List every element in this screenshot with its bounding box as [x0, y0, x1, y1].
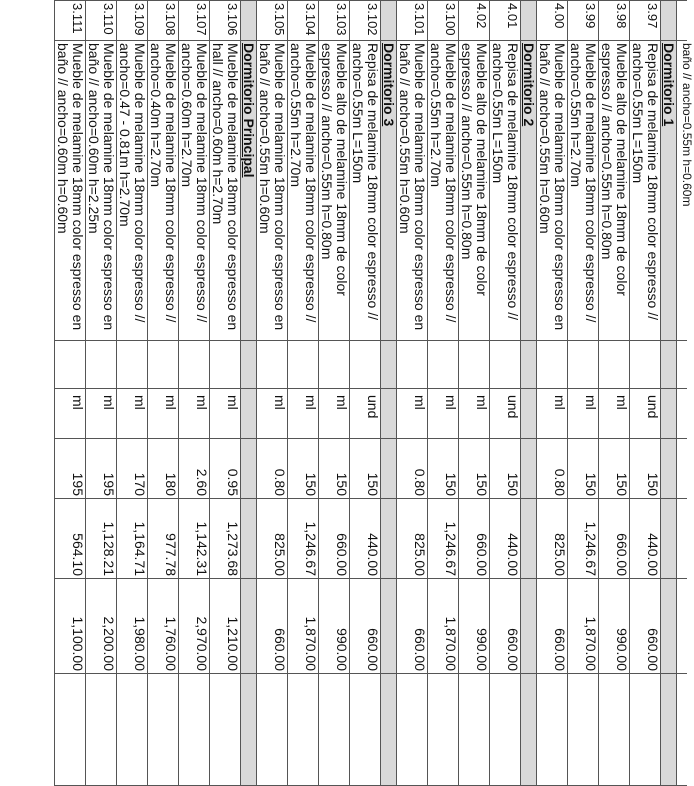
- item-number: 3.105: [257, 1, 288, 41]
- description-line-2: espresso // ancho=0.55m h=0.80m: [319, 43, 335, 260]
- item-description: [148, 41, 179, 341]
- quantity-cell: 150: [459, 439, 490, 499]
- total-cell: 660.00: [257, 579, 288, 674]
- quantity-cell: 150: [319, 439, 350, 499]
- empty-cell: [397, 341, 428, 389]
- total-cell: 1,870.00: [288, 579, 319, 674]
- description-line-1: Repisa de melamine 18mm color espresso //: [365, 43, 381, 321]
- description-line-2: ancho=0.60m h=2.70m: [179, 43, 195, 187]
- item-number: 3.109: [117, 1, 148, 41]
- description-line-1: Repisa de melamine 18mm color espresso //: [645, 43, 661, 321]
- description-line-2: ancho=0.55m L=150m: [490, 43, 506, 184]
- item-description: [537, 41, 568, 341]
- unit-price-cell: 660.00: [459, 499, 490, 579]
- unit-price-cell: 977.78: [148, 499, 179, 579]
- table-row: [428, 1, 459, 786]
- total-cell: 1,210.00: [210, 579, 241, 674]
- description-line-2: ancho=0.55m L=150m: [350, 43, 366, 184]
- description-line-1: Mueble de melamine 18mm color espresso en: [70, 43, 86, 331]
- empty-cell: [428, 341, 459, 389]
- item-description: [428, 41, 459, 341]
- description-line-2: baño // ancho=0.55m h=0.60m: [397, 43, 413, 234]
- quantity-cell: 150: [490, 439, 521, 499]
- table-row: [599, 1, 630, 786]
- item-description: [288, 41, 319, 341]
- description-line-1: Mueble de melamine 18mm color espresso //: [163, 43, 179, 323]
- total-cell: 660.00: [397, 579, 428, 674]
- quantity-cell: 0.80: [537, 439, 568, 499]
- table-row: [537, 1, 568, 786]
- description-line-1: Mueble alto de melamine 18mm de color: [334, 43, 350, 296]
- empty-cell: [55, 341, 86, 389]
- total-cell: 990.00: [599, 579, 630, 674]
- table-row: [319, 1, 350, 786]
- unit-cell: und: [490, 389, 521, 439]
- empty-cell: [568, 674, 599, 786]
- unit-cell: ml: [148, 389, 179, 439]
- unit-price-cell: 1,273.68: [210, 499, 241, 579]
- empty-cell: [319, 674, 350, 786]
- item-number: 3.103: [319, 1, 350, 41]
- description-line-2: baño // ancho=0.60m h=0.60m: [55, 43, 71, 234]
- description-line-1: Mueble de melamine 18mm color espresso en: [552, 43, 568, 331]
- empty-cell: [210, 341, 241, 389]
- item-description: [86, 41, 117, 341]
- empty-cell: [257, 341, 288, 389]
- quantity-cell: 150: [630, 439, 661, 499]
- item-number: 4.02: [459, 1, 490, 41]
- description-line-1: Mueble alto de melamine 18mm de color: [614, 43, 630, 296]
- empty-cell: [599, 341, 630, 389]
- item-number: 3.98: [599, 1, 630, 41]
- description-line-2: ancho=0.55m h=2.70m: [428, 43, 444, 187]
- unit-price-cell: 660.00: [599, 499, 630, 579]
- quantity-cell: 195: [55, 439, 86, 499]
- table-row: [210, 1, 241, 786]
- unit-price-cell: 660.00: [319, 499, 350, 579]
- empty-cell: [288, 674, 319, 786]
- description-line-1: Mueble de melamine 18mm color espresso //: [194, 43, 210, 323]
- unit-price-cell: 440.00: [630, 499, 661, 579]
- quantity-cell: 0.95: [210, 439, 241, 499]
- empty-cell: [537, 674, 568, 786]
- item-description: [490, 41, 521, 341]
- unit-cell: ml: [86, 389, 117, 439]
- quantity-cell: 150: [350, 439, 381, 499]
- description-line-2: baño // ancho=0.60m h=2.25m: [86, 43, 102, 234]
- table-row: [630, 1, 661, 786]
- description-line-1: Mueble alto de melamine 18mm de color: [474, 43, 490, 296]
- item-number: 3.100: [428, 1, 459, 41]
- total-cell: 660.00: [490, 579, 521, 674]
- empty-cell: [350, 674, 381, 786]
- description-line-1: Mueble de melamine 18mm color espresso en: [225, 43, 241, 331]
- description-line-1: Mueble de melamine 18mm color espresso en: [101, 43, 117, 331]
- partial-row: [677, 1, 688, 786]
- total-cell: 1,980.00: [117, 579, 148, 674]
- section-title: Dormitorio 2: [521, 41, 537, 341]
- table-row: [179, 1, 210, 786]
- section-header-row: [381, 1, 397, 786]
- empty-cell: [490, 674, 521, 786]
- item-description: [210, 41, 241, 341]
- unit-price-cell: 1,246.67: [568, 499, 599, 579]
- unit-cell: und: [630, 389, 661, 439]
- total-cell: 1,870.00: [428, 579, 459, 674]
- unit-cell: ml: [397, 389, 428, 439]
- budget-table: [54, 0, 694, 786]
- unit-price-cell: 1,128.21: [86, 499, 117, 579]
- description-line-2: ancho=0.55m h=2.70m: [568, 43, 584, 187]
- quantity-cell: 170: [117, 439, 148, 499]
- empty-cell: [630, 341, 661, 389]
- quantity-cell: 0.80: [257, 439, 288, 499]
- table-row: [397, 1, 428, 786]
- item-description: [568, 41, 599, 341]
- section-title: Dormitorio Principal: [241, 41, 257, 341]
- table-row: [86, 1, 117, 786]
- total-cell: 2,200.00: [86, 579, 117, 674]
- item-description: [599, 41, 630, 341]
- empty-cell: [148, 674, 179, 786]
- table-row: [350, 1, 381, 786]
- total-cell: 2,970.00: [179, 579, 210, 674]
- table-row: [117, 1, 148, 786]
- unit-cell: ml: [568, 389, 599, 439]
- quantity-cell: 150: [428, 439, 459, 499]
- section-header-row: [521, 1, 537, 786]
- unit-price-cell: 1,246.67: [428, 499, 459, 579]
- description-line-2: espresso // ancho=0.55m h=0.80m: [599, 43, 615, 260]
- section-header-row: [661, 1, 677, 786]
- description-line-1: Mueble de melamine 18mm color espresso en: [412, 43, 428, 331]
- quantity-cell: 150: [599, 439, 630, 499]
- description-line-2: hall // ancho=0.60m h=2.70m: [210, 43, 226, 225]
- quantity-cell: 0.80: [397, 439, 428, 499]
- section-title: Dormitorio 3: [381, 41, 397, 341]
- empty-cell: [288, 341, 319, 389]
- quantity-cell: 150: [568, 439, 599, 499]
- empty-cell: [117, 674, 148, 786]
- item-description: [179, 41, 210, 341]
- item-number: 4.00: [537, 1, 568, 41]
- item-description: [257, 41, 288, 341]
- description-line-2: ancho=0.40m h=2.70m: [148, 43, 164, 187]
- unit-cell: ml: [459, 389, 490, 439]
- empty-cell: [86, 341, 117, 389]
- unit-price-cell: 1,246.67: [288, 499, 319, 579]
- table-row: [257, 1, 288, 786]
- unit-price-cell: 825.00: [257, 499, 288, 579]
- empty-cell: [459, 341, 490, 389]
- item-number: 3.102: [350, 1, 381, 41]
- unit-price-cell: 825.00: [397, 499, 428, 579]
- item-number: 3.97: [630, 1, 661, 41]
- budget-table-body: [55, 1, 694, 786]
- empty-cell: [490, 341, 521, 389]
- item-description: [459, 41, 490, 341]
- empty-cell: [179, 674, 210, 786]
- partial-row-text: baño // ancho=0.55m h=0.60m: [677, 41, 688, 341]
- unit-cell: ml: [117, 389, 148, 439]
- unit-cell: ml: [599, 389, 630, 439]
- item-number: 4.01: [490, 1, 521, 41]
- description-line-1: Mueble de melamine 18mm color espresso //: [443, 43, 459, 323]
- empty-cell: [55, 674, 86, 786]
- item-number: 3.110: [86, 1, 117, 41]
- empty-cell: [86, 674, 117, 786]
- item-number: 3.104: [288, 1, 319, 41]
- unit-cell: ml: [288, 389, 319, 439]
- total-cell: 660.00: [630, 579, 661, 674]
- quantity-cell: 150: [288, 439, 319, 499]
- item-number: 3.106: [210, 1, 241, 41]
- empty-cell: [117, 341, 148, 389]
- table-row: [568, 1, 599, 786]
- empty-cell: [537, 341, 568, 389]
- quantity-cell: 195: [86, 439, 117, 499]
- description-line-1: Mueble de melamine 18mm color espresso en: [272, 43, 288, 331]
- item-description: [630, 41, 661, 341]
- empty-cell: [428, 674, 459, 786]
- item-description: [55, 41, 86, 341]
- empty-cell: [599, 674, 630, 786]
- table-row: [459, 1, 490, 786]
- empty-cell: [179, 341, 210, 389]
- unit-price-cell: 564.10: [55, 499, 86, 579]
- unit-cell: ml: [55, 389, 86, 439]
- empty-cell: [397, 674, 428, 786]
- quantity-cell: 2.60: [179, 439, 210, 499]
- item-description: [319, 41, 350, 341]
- total-cell: 1,100.00: [55, 579, 86, 674]
- unit-price-cell: 1,142.31: [179, 499, 210, 579]
- empty-cell: [148, 341, 179, 389]
- empty-cell: [459, 674, 490, 786]
- description-line-1: Mueble de melamine 18mm color espresso //: [132, 43, 148, 323]
- total-cell: 1,870.00: [568, 579, 599, 674]
- unit-price-cell: 1,164.71: [117, 499, 148, 579]
- item-description: [350, 41, 381, 341]
- item-number: 3.101: [397, 1, 428, 41]
- table-row: [148, 1, 179, 786]
- item-description: [117, 41, 148, 341]
- item-description: [397, 41, 428, 341]
- total-cell: 990.00: [459, 579, 490, 674]
- total-cell: 990.00: [319, 579, 350, 674]
- description-line-2: espresso // ancho=0.55m h=0.80m: [459, 43, 475, 260]
- description-line-2: ancho=0.47 - 0.81m h=2.70m: [117, 43, 133, 227]
- item-number: 3.99: [568, 1, 599, 41]
- item-number: 3.107: [179, 1, 210, 41]
- table-row: [490, 1, 521, 786]
- unit-price-cell: 440.00: [350, 499, 381, 579]
- unit-cell: ml: [537, 389, 568, 439]
- item-number: 3.108: [148, 1, 179, 41]
- total-cell: 660.00: [537, 579, 568, 674]
- description-line-1: Repisa de melamine 18mm color espresso //: [505, 43, 521, 321]
- item-number: 3.111: [55, 1, 86, 41]
- unit-cell: und: [350, 389, 381, 439]
- description-line-2: ancho=0.55m L=150m: [630, 43, 646, 184]
- unit-price-cell: 825.00: [537, 499, 568, 579]
- section-title: Dormitorio 1: [661, 41, 677, 341]
- quantity-cell: 180: [148, 439, 179, 499]
- section-header-row: [241, 1, 257, 786]
- description-line-1: Mueble de melamine 18mm color espresso //: [303, 43, 319, 323]
- empty-cell: [568, 341, 599, 389]
- description-line-1: Mueble de melamine 18mm color espresso //: [583, 43, 599, 323]
- unit-cell: ml: [319, 389, 350, 439]
- table-row: [288, 1, 319, 786]
- empty-cell: [210, 674, 241, 786]
- description-line-2: baño // ancho=0.55m h=0.60m: [537, 43, 553, 234]
- table-row: [55, 1, 86, 786]
- description-line-2: ancho=0.55m h=2.70m: [288, 43, 304, 187]
- unit-cell: ml: [257, 389, 288, 439]
- total-cell: 660.00: [350, 579, 381, 674]
- unit-cell: ml: [428, 389, 459, 439]
- total-cell: 1,760.00: [148, 579, 179, 674]
- empty-cell: [350, 341, 381, 389]
- empty-cell: [257, 674, 288, 786]
- empty-cell: [319, 341, 350, 389]
- description-line-2: baño // ancho=0.55m h=0.60m: [257, 43, 273, 234]
- unit-price-cell: 440.00: [490, 499, 521, 579]
- unit-cell: ml: [179, 389, 210, 439]
- unit-cell: ml: [210, 389, 241, 439]
- empty-cell: [630, 674, 661, 786]
